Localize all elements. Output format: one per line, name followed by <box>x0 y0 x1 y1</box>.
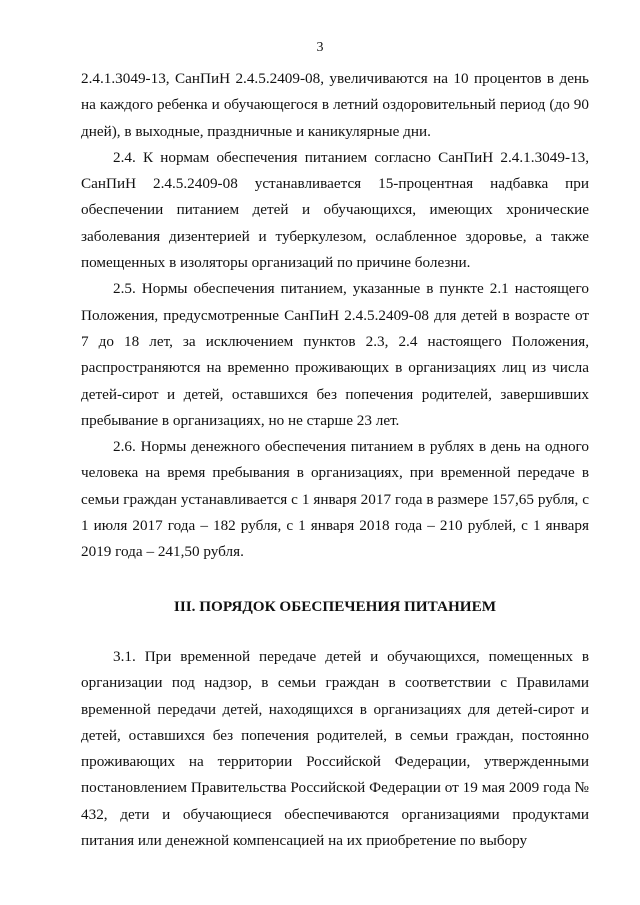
paragraph-continuation: 2.4.1.3049-13, СанПиН 2.4.5.2409-08, увеличиваются на 10 процентов в день на каждого ребенка и обучающегося в летний оздоровительный период (до 90 дней), в выходные, праздничные и каникулярные дни. <box>81 70 589 140</box>
paragraph-3-1: 3.1. При временной передаче детей и обучающихся, помещенных в организации под надзор, в семьи граждан в соответствии с Правилами временной передачи детей, находящихся в организациях для детей-сирот и детей, оставшихся без попечения родителей, в семьи граждан, постоянно проживающих на территории Российской Федерации, утвержденными постановлением Правительства Российской Федерации от 19 мая 2009 года № 432, дети и обучающиеся обеспечиваются организациями продуктами питания или денежной компенсацией на их приобретение по выбору <box>81 647 589 850</box>
section-heading: III. ПОРЯДОК ОБЕСПЕЧЕНИЯ ПИТАНИЕМ <box>173 597 497 615</box>
paragraph-2-6: 2.6. Нормы денежного обеспечения питанием в рублях в день на одного человека на время пребывания в организациях, при временной передаче в семьи граждан устанавливается с 1 января 2017 года в размере 157,65 рубля, с 1 июля 2017 года – 182 рубля, с 1 января 2018 года – 210 рублей, с 1 января 2019 года – 241,50 рубля. <box>81 438 589 561</box>
spacer <box>81 566 589 594</box>
spacer <box>81 620 589 644</box>
document-body <box>81 66 589 854</box>
page-number: 3 <box>316 40 324 55</box>
paragraph-2-4: 2.4. К нормам обеспечения питанием согласно СанПиН 2.4.1.3049-13, СанПиН 2.4.5.2409-08 устанавливается 15-процентная надбавка при обеспечении питанием детей и обучающихся, имеющих хронические заболевания дизентерией и туберкулезом, ослабленное здоровье, а также помещенных в изоляторы организаций по причине болезни. <box>81 148 589 272</box>
paragraph-2-5: 2.5. Нормы обеспечения питанием, указанные в пункте 2.1 настоящего Положения, предусмотренные СанПиН 2.4.5.2409-08 для детей в возрасте от 7 до 18 лет, за исключением пунктов 2.3, 2.4 настоящего Положения, распространяются на временно проживающих в организациях лиц из числа детей-сирот и детей, оставшихся без попечения родителей, завершивших пребывание в организациях, но не старше 23 лет. <box>81 280 589 429</box>
